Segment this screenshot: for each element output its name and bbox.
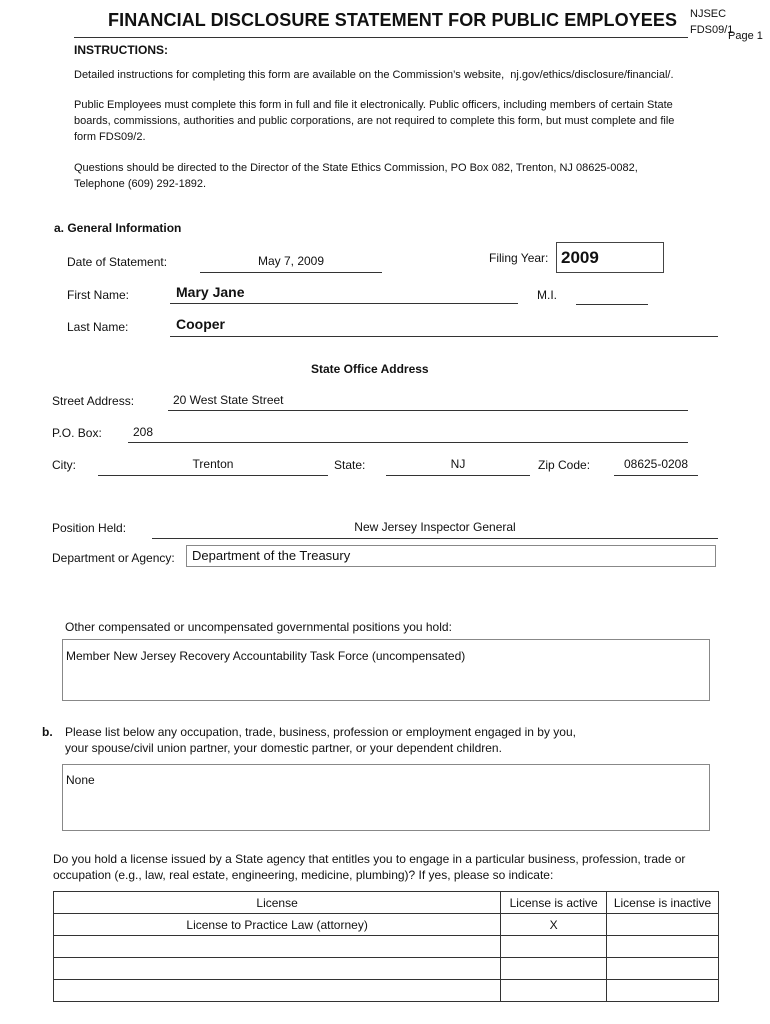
zip-code-label: Zip Code:: [538, 458, 591, 472]
license-question-line: occupation (e.g., law, real estate, engineering, medicine, plumbing)? If yes, please so indicate:: [53, 868, 554, 882]
instructions-paragraph-3: [74, 160, 638, 192]
instructions-text: Detailed instructions for completing this form are available on the Commission’s website,: [74, 69, 505, 81]
license-active-cell[interactable]: [501, 980, 607, 1002]
instructions-p2-line: Public Employees must complete this form in full and file it electronically. Public officers, including members of certain State: [74, 99, 673, 111]
license-question-line: Do you hold a license issued by a State agency that entitles you to engage in a particular business, profession, trade or: [53, 852, 686, 866]
instructions-p2-line: boards, commissions, authorities and public corporations, are not required to complete this form, but must complete and file: [74, 115, 675, 127]
state-field[interactable]: NJ: [386, 457, 530, 476]
license-active-column-header: License is active: [501, 892, 607, 914]
occupation-field[interactable]: [62, 764, 710, 831]
date-of-statement-field[interactable]: May 7, 2009: [200, 254, 382, 273]
other-positions-value: Member New Jersey Recovery Accountability Task Force (uncompensated): [66, 649, 466, 663]
license-table: [53, 891, 719, 1002]
position-label: Position Held:: [52, 521, 127, 535]
license-active-cell[interactable]: X: [501, 914, 607, 936]
street-address-label: Street Address:: [52, 394, 135, 408]
pobox-label: P.O. Box:: [52, 426, 102, 440]
license-name-cell[interactable]: [54, 936, 501, 958]
title-underline: [74, 37, 688, 38]
instructions-paragraph-1: [74, 67, 674, 83]
section-b-letter: b.: [42, 725, 53, 739]
table-row: [54, 914, 719, 936]
page-number: Page 1: [728, 30, 763, 42]
city-field[interactable]: Trenton: [98, 457, 328, 476]
license-inactive-cell[interactable]: [607, 936, 719, 958]
instructions-p3-line: Questions should be directed to the Director of the State Ethics Commission, PO Box 082, Trenton, NJ 08625-0082,: [74, 162, 638, 174]
license-inactive-cell[interactable]: [607, 958, 719, 980]
form-code: NJSEC FDS09/1: [690, 8, 734, 36]
section-b-line: Please list below any occupation, trade, business, profession or employment engaged in by you,: [65, 725, 576, 739]
agency-label: Department or Agency:: [52, 551, 175, 565]
instructions-heading: INSTRUCTIONS:: [74, 43, 168, 57]
license-question: [53, 851, 685, 883]
filing-year-field[interactable]: [556, 242, 664, 273]
street-address-field[interactable]: 20 West State Street: [168, 393, 688, 411]
table-row: [54, 958, 719, 980]
commission-website-link[interactable]: nj.gov/ethics/disclosure/financial/.: [510, 69, 674, 81]
occupation-value: None: [66, 773, 95, 787]
position-held-field[interactable]: New Jersey Inspector General: [152, 520, 718, 539]
table-row: [54, 980, 719, 1002]
instructions-p3-line: Telephone (609) 292-1892.: [74, 178, 207, 190]
filing-year-label: Filing Year:: [489, 251, 549, 265]
last-name-field[interactable]: Cooper: [170, 316, 718, 337]
license-inactive-cell[interactable]: [607, 980, 719, 1002]
pobox-field[interactable]: 208: [128, 425, 688, 443]
middle-initial-field[interactable]: [576, 288, 648, 305]
other-positions-label: Other compensated or uncompensated governmental positions you hold:: [65, 620, 452, 634]
section-b-question: [65, 724, 576, 756]
license-active-cell[interactable]: [501, 958, 607, 980]
other-positions-field[interactable]: [62, 639, 710, 701]
city-label: City:: [52, 458, 76, 472]
last-name-label: Last Name:: [67, 320, 129, 334]
state-office-address-heading: State Office Address: [311, 362, 429, 376]
first-name-label: First Name:: [67, 288, 130, 302]
section-b-line: your spouse/civil union partner, your domestic partner, or your dependent children.: [65, 741, 502, 755]
license-inactive-cell[interactable]: [607, 914, 719, 936]
license-name-cell[interactable]: License to Practice Law (attorney): [54, 914, 501, 936]
state-label: State:: [334, 458, 366, 472]
filing-year-value: 2009: [561, 248, 599, 267]
agency-value: Department of the Treasury: [192, 548, 351, 563]
general-info-heading: a. General Information: [54, 221, 182, 235]
instructions-p2-line: form FDS09/2.: [74, 131, 146, 143]
form-title: FINANCIAL DISCLOSURE STATEMENT FOR PUBLIC EMPLOYEES: [108, 10, 678, 30]
department-agency-field[interactable]: [186, 545, 716, 567]
date-label: Date of Statement:: [67, 255, 168, 269]
license-column-header: License: [54, 892, 501, 914]
instructions-paragraph-2: [74, 97, 674, 145]
license-name-cell[interactable]: [54, 980, 501, 1002]
license-table-header: [54, 892, 719, 914]
license-name-cell[interactable]: [54, 958, 501, 980]
zip-code-field[interactable]: 08625-0208: [614, 457, 698, 476]
license-active-cell[interactable]: [501, 936, 607, 958]
table-row: [54, 936, 719, 958]
license-inactive-column-header: License is inactive: [607, 892, 719, 914]
first-name-field[interactable]: Mary Jane: [170, 284, 518, 304]
mi-label: M.I.: [537, 288, 557, 302]
